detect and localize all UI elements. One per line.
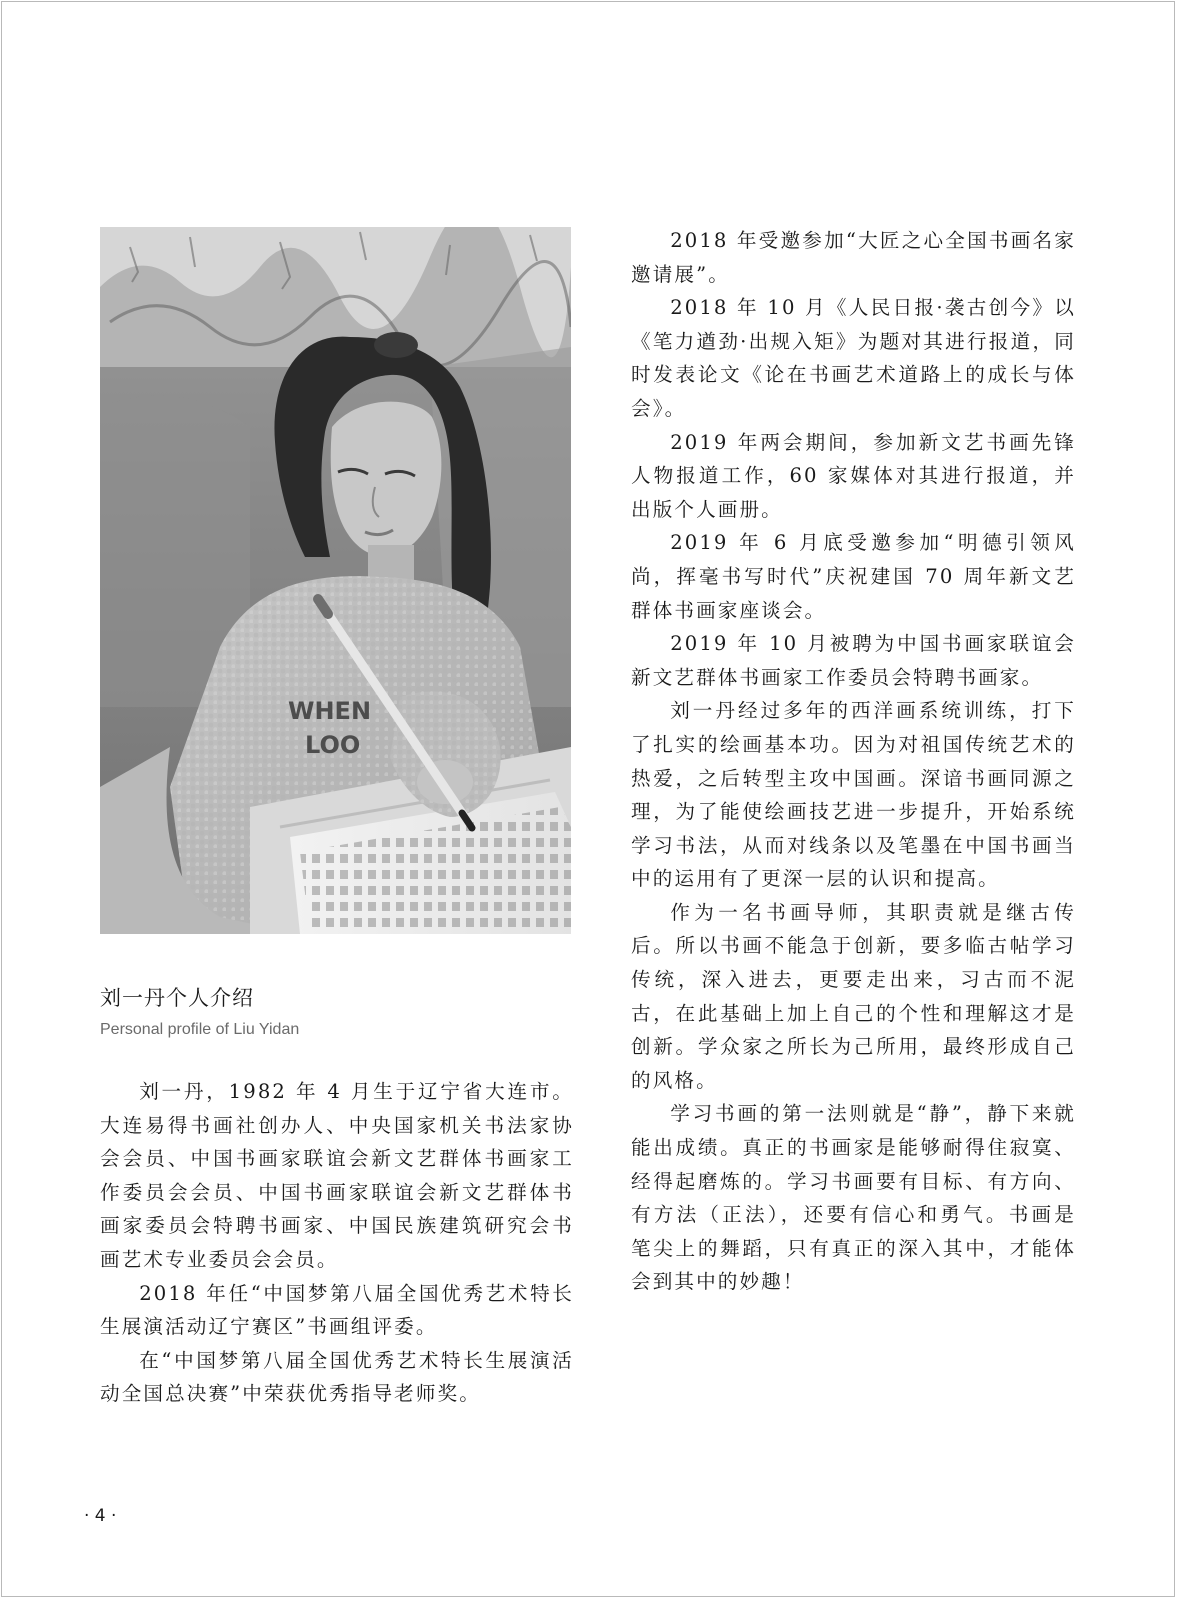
- profile-title: 刘一丹个人介绍: [100, 986, 254, 1010]
- paragraph: 刘一丹，1982 年 4 月生于辽宁省大连市。大连易得书画社创办人、中央国家机关书法家协会会员、中国书画家联谊会新文艺群体书画家工作委员会会员、中国书画家联谊会新文艺群体书画家委员会特聘书画家、中国民族建筑研究会书画艺术专业委员会会员。: [100, 1080, 574, 1271]
- paragraph: 在“中国梦第八届全国优秀艺术特长生展演活动全国总决赛”中荣获优秀指导老师奖。: [100, 1348, 574, 1406]
- paragraph: 2018 年 10 月《人民日报·袭古创今》以《笔力遒劲·出规入矩》为题对其进行报道，同时发表论文《论在书画艺术道路上的成长与体会》。: [631, 296, 1076, 420]
- page-number: · 4 ·: [84, 1506, 117, 1526]
- paragraph: 2019 年 6 月底受邀参加“明德引领风尚，挥毫书写时代”庆祝建国 70 周年新文艺群体书画家座谈会。: [631, 531, 1076, 622]
- right-text-column: [631, 224, 1076, 1299]
- paragraph: 2018 年受邀参加“大匠之心全国书画名家邀请展”。: [631, 229, 1076, 286]
- paragraph: 刘一丹经过多年的西洋画系统训练，打下了扎实的绘画基本功。因为对祖国传统艺术的热爱，之后转型主攻中国画。深谙书画同源之理，为了能使绘画技艺进一步提升，开始系统学习书法，从而对线条以及笔墨在中国书画当中的运用有了更深一层的认识和提高。: [631, 699, 1076, 891]
- left-text-column: [100, 1075, 574, 1411]
- calligrapher-photo-illustration: [100, 227, 571, 934]
- paragraph: 2018 年任“中国梦第八届全国优秀艺术特长生展演活动辽宁赛区”书画组评委。: [100, 1281, 574, 1339]
- paragraph: 2019 年两会期间，参加新文艺书画先锋人物报道工作，60 家媒体对其进行报道，并出版个人画册。: [631, 430, 1076, 521]
- paragraph: 作为一名书画导师，其职责就是继古传后。所以书画不能急于创新，要多临古帖学习传统，深入进去，更要走出来，习古而不泥古，在此基础上加上自己的个性和理解这才是创新。学众家之所长为己所用，最终形成自己的风格。: [631, 900, 1076, 1092]
- sweater-print-line1: WHEN: [288, 697, 372, 725]
- paragraph: 学习书画的第一法则就是“静”，静下来就能出成绩。真正的书画家是能够耐得住寂寞、经得起磨炼的。学习书画要有目标、有方向、有方法（正法），还要有信心和勇气。书画是笔尖上的舞蹈，只有真正的深入其中，才能体会到其中的妙趣！: [631, 1102, 1076, 1294]
- profile-subtitle: Personal profile of Liu Yidan: [100, 1021, 300, 1038]
- paragraph: 2019 年 10 月被聘为中国书画家联谊会新文艺群体书画家工作委员会特聘书画家。: [631, 632, 1076, 689]
- profile-photo: [100, 227, 571, 934]
- sweater-print-line2: LOO: [305, 731, 361, 759]
